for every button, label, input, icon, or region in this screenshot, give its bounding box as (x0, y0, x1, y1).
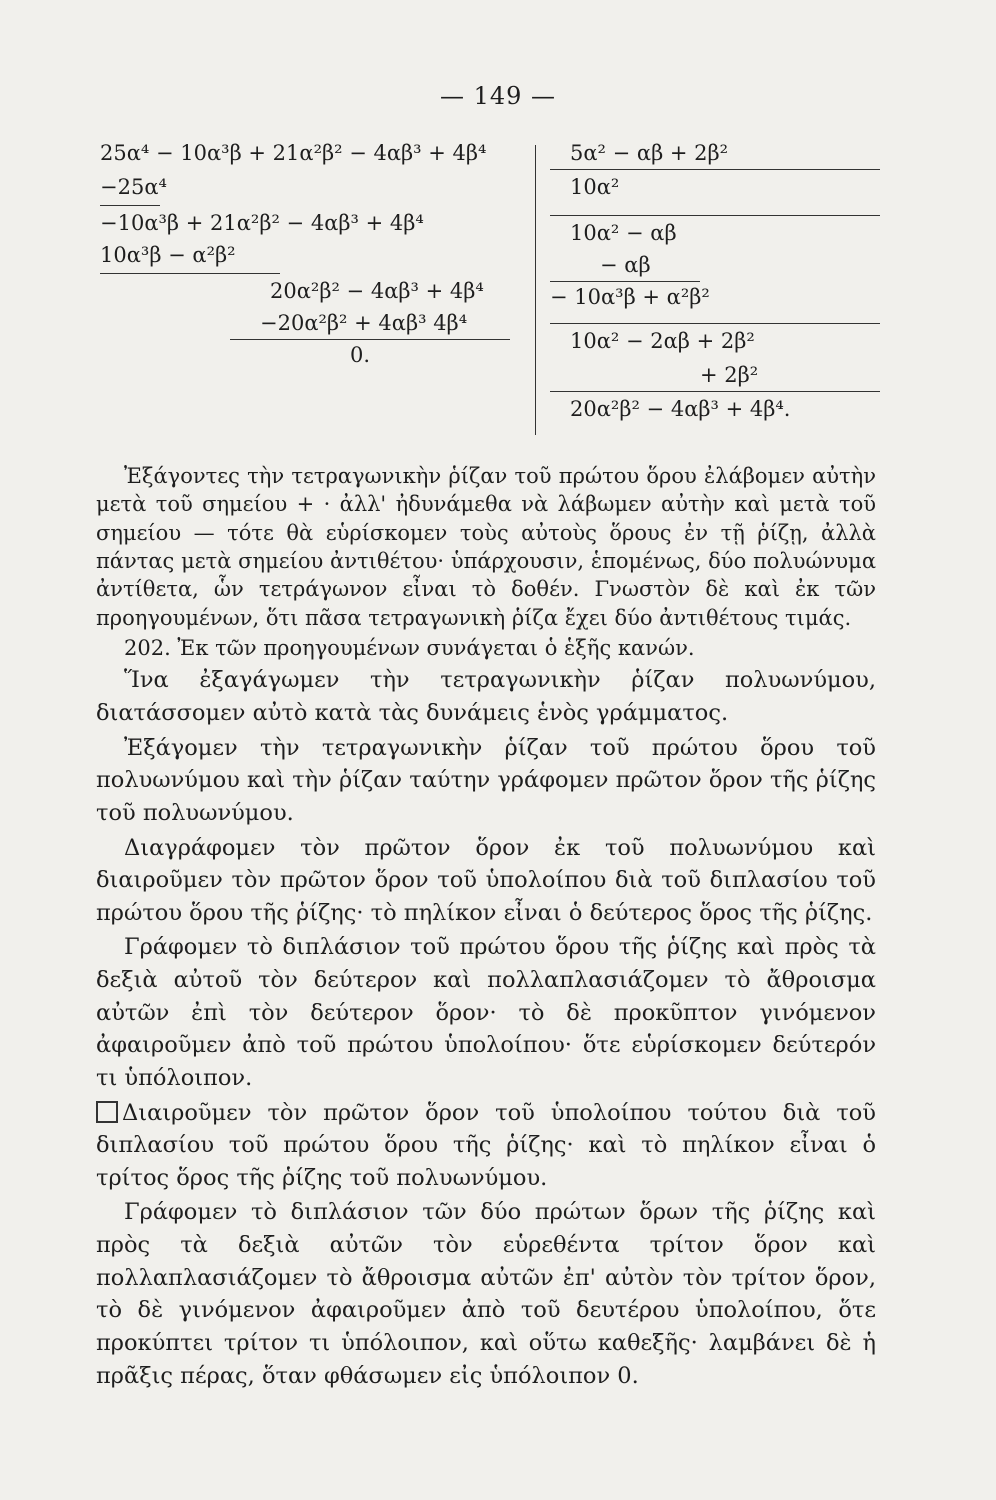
math-left-line-6: −20α²β² + 4αβ³ 4β⁴ (260, 311, 468, 335)
paragraph-rule-4: Γράφομεν τὸ διπλάσιον τοῦ πρώτου ὅρου τῆς ῥίζης καὶ πρὸς τὰ δεξιὰ αὐτοῦ τὸν δεύτερον καὶ πολλαπλασιάζομεν τὸ ἄθροισμα αὐτῶν ἐπὶ τὸν δεύτερον ὅρον· τὸ δὲ προκῦπτον γινόμενον ἀφαιροῦμεν ἀπὸ τοῦ πρώτου ὑπολοίπου· ὅτε εὑρίσκομεν δεύτερόν τι ὑπόλοιπον. (96, 934, 876, 1091)
math-right-line-3: 10α² − αβ (570, 221, 677, 245)
paragraph-rule-1: Ἵνα ἐξαγάγωμεν τὴν τετραγωνικὴν ῥίζαν πολυωνύμου, διατάσσομεν αὐτὸ κατὰ τὰς δυνάμεις ἑνὸς γράμματος. (96, 667, 876, 727)
paragraph-rule-5-text: Διαιροῦμεν τὸν πρῶτον ὅρον τοῦ ὑπολοίπου τούτου διὰ τοῦ διπλασίου τοῦ πρώτου ὅρου τῆς ῥίζης· καὶ τὸ πηλίκον εἶναι ὁ τρίτος ὅρος τῆς ῥίζης τοῦ πολυωνύμου. (96, 1099, 876, 1191)
page-number: — 149 — (439, 82, 557, 110)
math-right-line-5: − 10α³β + α²β² (550, 285, 710, 309)
math-left-line-2: −25α⁴ (100, 175, 167, 199)
divider-line (535, 145, 536, 435)
math-left-line-5: 20α²β² − 4αβ³ + 4β⁴ (270, 279, 484, 303)
math-right-line-7: + 2β² (700, 363, 759, 387)
math-left-line-4: 10α³β − α²β² (100, 243, 236, 267)
math-left-line-1: 25α⁴ − 10α³β + 21α²β² − 4αβ³ + 4β⁴ (100, 141, 487, 165)
paragraph-rule-6: Γράφομεν τὸ διπλάσιον τῶν δύο πρώτων ὅρων τῆς ῥίζης καὶ πρὸς τὰ δεξιὰ αὐτῶν τὸν εὑρεθέντα τρίτον ὅρον καὶ πολλαπλασιάζομεν τὸ ἄθροισμα αὐτῶν ἐπ' αὐτὸν τὸν τρίτον ὅρον, τὸ δὲ γινόμενον ἀφαιροῦμεν ἀπὸ τοῦ δευτέρου ὑπολοίπου, ὅτε προκύπτει τρίτον τι ὑπόλοιπον, καὶ οὕτω καθεξῆς· λαμβάνει δὲ ἡ πρᾶξις πέρας, ὅταν φθάσωμεν εἰς ὑπόλοιπον 0. (96, 1199, 876, 1389)
math-right-line-4: − αβ (600, 253, 651, 277)
math-left-line-7: 0. (350, 343, 371, 367)
paragraph-rule-2: Ἐξάγομεν τὴν τετραγωνικὴν ῥίζαν τοῦ πρώτου ὅρου τοῦ πολυωνύμου καὶ τὴν ῥίζαν ταύτην γράφομεν πρῶτον ὅρον τῆς ῥίζης τοῦ πολυωνύμου. (96, 734, 876, 826)
margin-mark-icon (96, 1101, 118, 1123)
math-left-line-3: −10α³β + 21α²β² − 4αβ³ + 4β⁴ (100, 211, 424, 235)
math-right-line-1: 5α² − αβ + 2β² (570, 141, 729, 165)
paragraph-rule-3: Διαγράφομεν τὸν πρῶτον ὅρον ἐκ τοῦ πολυωνύμου καὶ διαιροῦμεν τὸν πρῶτον ὅρον τοῦ ὑπολοίπου διὰ τοῦ διπλασίου τοῦ πρώτου ὅρου τῆς ῥίζης· τὸ πηλίκον εἶναι ὁ δεύτερος ὅρος τῆς ῥίζης. (96, 834, 876, 926)
math-right-line-6: 10α² − 2αβ + 2β² (570, 329, 755, 353)
paragraph-rule-5 (96, 1097, 876, 1195)
square-root-computation (90, 135, 880, 435)
paragraph-1: Ἐξάγοντες τὴν τετραγωνικὴν ῥίζαν τοῦ πρώτου ὅρου ἐλάβομεν αὐτὴν μετὰ τοῦ σημείου + · ἀλλ' ἠδυνάμεθα νὰ λάβωμεν αὐτὴν καὶ μετὰ τοῦ σημείου — τότε θὰ εὑρίσκομεν τοὺς αὐτοὺς ὅρους ἐν τῇ ῥίζῃ, ἀλλὰ πάντας μετὰ σημείου ἀντιθέτου· ὑπάρχουσιν, ἑπομένως, δύο πολυώνυμα ἀντίθετα, ὧν τετράγωνον εἶναι τὸ δοθέν. Γνωστὸν δὲ καὶ ἐκ τῶν προηγουμένων, ὅτι πᾶσα τετραγωνικὴ ῥίζα ἔχει δύο ἀντιθέτους τιμάς. (96, 464, 876, 630)
math-right-line-2: 10α² (570, 175, 620, 199)
math-right-line-8: 20α²β² − 4αβ³ + 4β⁴. (570, 397, 791, 421)
paragraph-rule-heading: 202. Ἐκ τῶν προηγουμένων συνάγεται ὁ ἑξῆς κανών. (124, 636, 695, 661)
body-text (96, 462, 876, 1394)
